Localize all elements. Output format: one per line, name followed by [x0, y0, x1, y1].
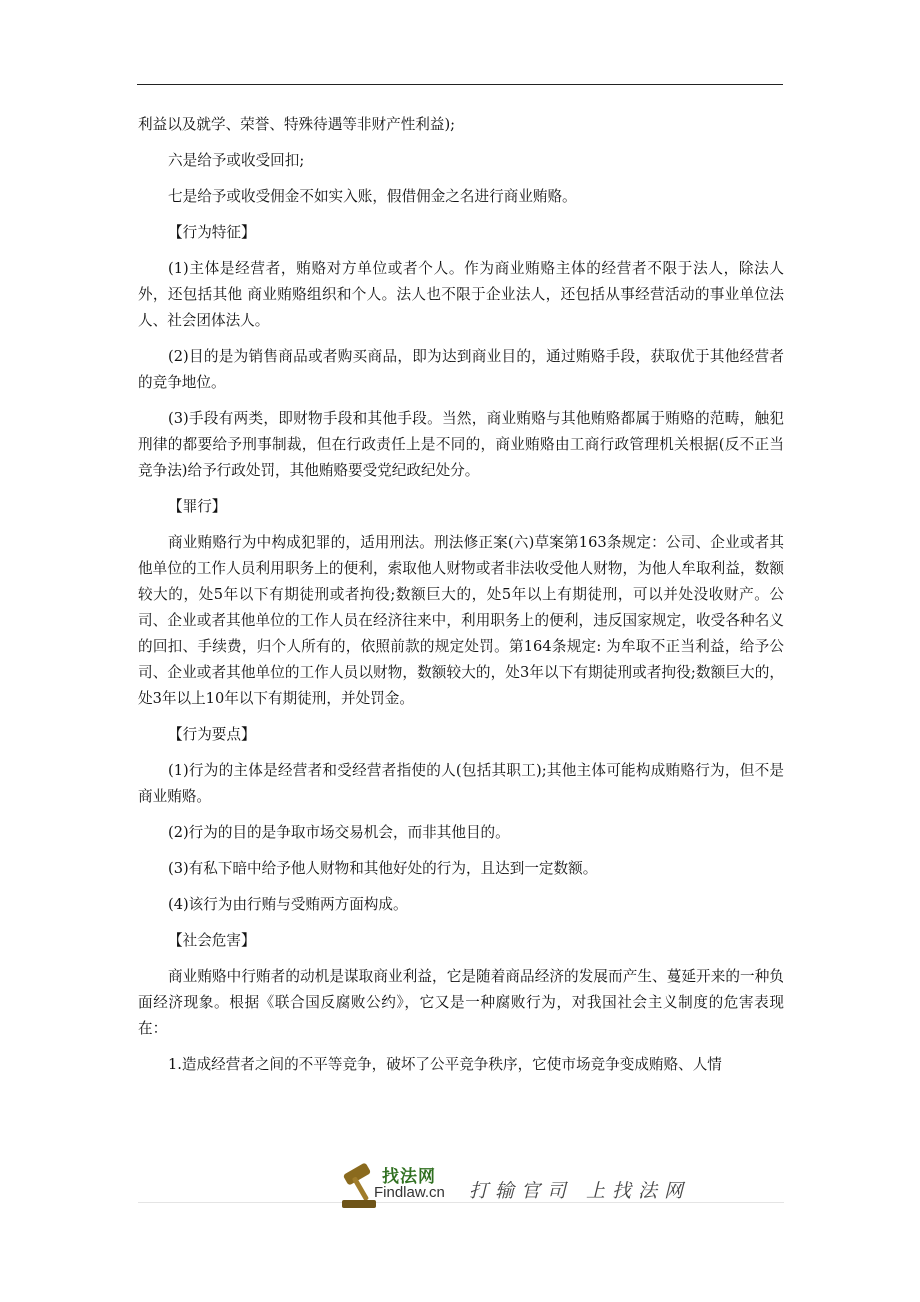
paragraph-continuation: 利益以及就学、荣誉、特殊待遇等非财产性利益); — [138, 116, 456, 133]
paragraph: 商业贿赂行为中构成犯罪的，适用刑法。刑法修正案(六)草案第163条规定：公司、企业或者其他单位的工作人员利用职务上的便利，索取他人财物或者非法收受他人财物，为他人牟取利益，数额较大的，处5年以下有期徒刑或者拘役;数额巨大的，处5年以上有期徒刑，可以并处没收财产。公司、企业或者其他单位的工作人员在经济往来中，利用职务上的便利，违反国家规定，收受各种名义的回扣、手续费，归个人所有的，依照前款的规定处罚。第164条规定: 为牟取不正当利益，给予公司、企业或者其他单位的工作人员以财物，数额较大的，处3年以下有期徒刑或者拘役;数额巨大的，处3年以上10年以下有期徒刑，并处罚金。 — [138, 534, 784, 707]
paragraph: (4)该行为由行贿与受贿两方面构成。 — [168, 896, 408, 913]
paragraph: 1.造成经营者之间的不平等竞争，破坏了公平竞争秩序，它使市场竞争变成贿赂、人情 — [168, 1056, 722, 1073]
logo-brand: 找法网 — [382, 1167, 436, 1187]
footer-slogan: 打输官司 上找法网 — [469, 1180, 691, 1202]
document-body — [138, 112, 784, 1088]
paragraph: 六是给予或收受回扣; — [168, 152, 305, 169]
paragraph: (3)有私下暗中给予他人财物和其他好处的行为，且达到一定数额。 — [168, 860, 598, 877]
section-heading-offense: 【罪行】 — [168, 498, 227, 515]
paragraph: 七是给予或收受佣金不如实入账，假借佣金之名进行商业贿赂。 — [168, 188, 577, 205]
paragraph: (1)行为的主体是经营者和受经营者指使的人(包括其职工);其他主体可能构成贿赂行为，但不是商业贿赂。 — [138, 762, 784, 805]
section-heading-key-points: 【行为要点】 — [168, 726, 256, 743]
paragraph: 商业贿赂中行贿者的动机是谋取商业利益，它是随着商品经济的发展而产生、蔓延开来的一种负面经济现象。根据《联合国反腐败公约》，它又是一种腐败行为，对我国社会主义制度的危害表现在： — [138, 968, 784, 1037]
paragraph: (2)行为的目的是争取市场交易机会，而非其他目的。 — [168, 824, 510, 841]
page-footer — [138, 1160, 784, 1220]
paragraph: (3)手段有两类，即财物手段和其他手段。当然，商业贿赂与其他贿赂都属于贿赂的范畴，触犯刑律的都要给予刑事制裁，但在行政责任上是不同的，商业贿赂由工商行政管理机关根据(反不正当竞争法)给予行政处罚，其他贿赂要受党纪政纪处分。 — [138, 410, 784, 479]
paragraph: (1)主体是经营者，贿赂对方单位或者个人。作为商业贿赂主体的经营者不限于法人，除法人外，还包括其他 商业贿赂组织和个人。法人也不限于企业法人，还包括从事经营活动的事业单位法人、社会团体法人。 — [138, 260, 784, 329]
logo-domain: Findlaw.cn — [374, 1184, 445, 1201]
findlaw-logo — [338, 1160, 468, 1212]
paragraph: (2)目的是为销售商品或者购买商品，即为达到商业目的，通过贿赂手段，获取优于其他经营者的竞争地位。 — [138, 348, 784, 391]
header-rule — [137, 84, 783, 85]
section-heading-behavior-features: 【行为特征】 — [168, 224, 256, 241]
section-heading-social-harm: 【社会危害】 — [168, 932, 256, 949]
